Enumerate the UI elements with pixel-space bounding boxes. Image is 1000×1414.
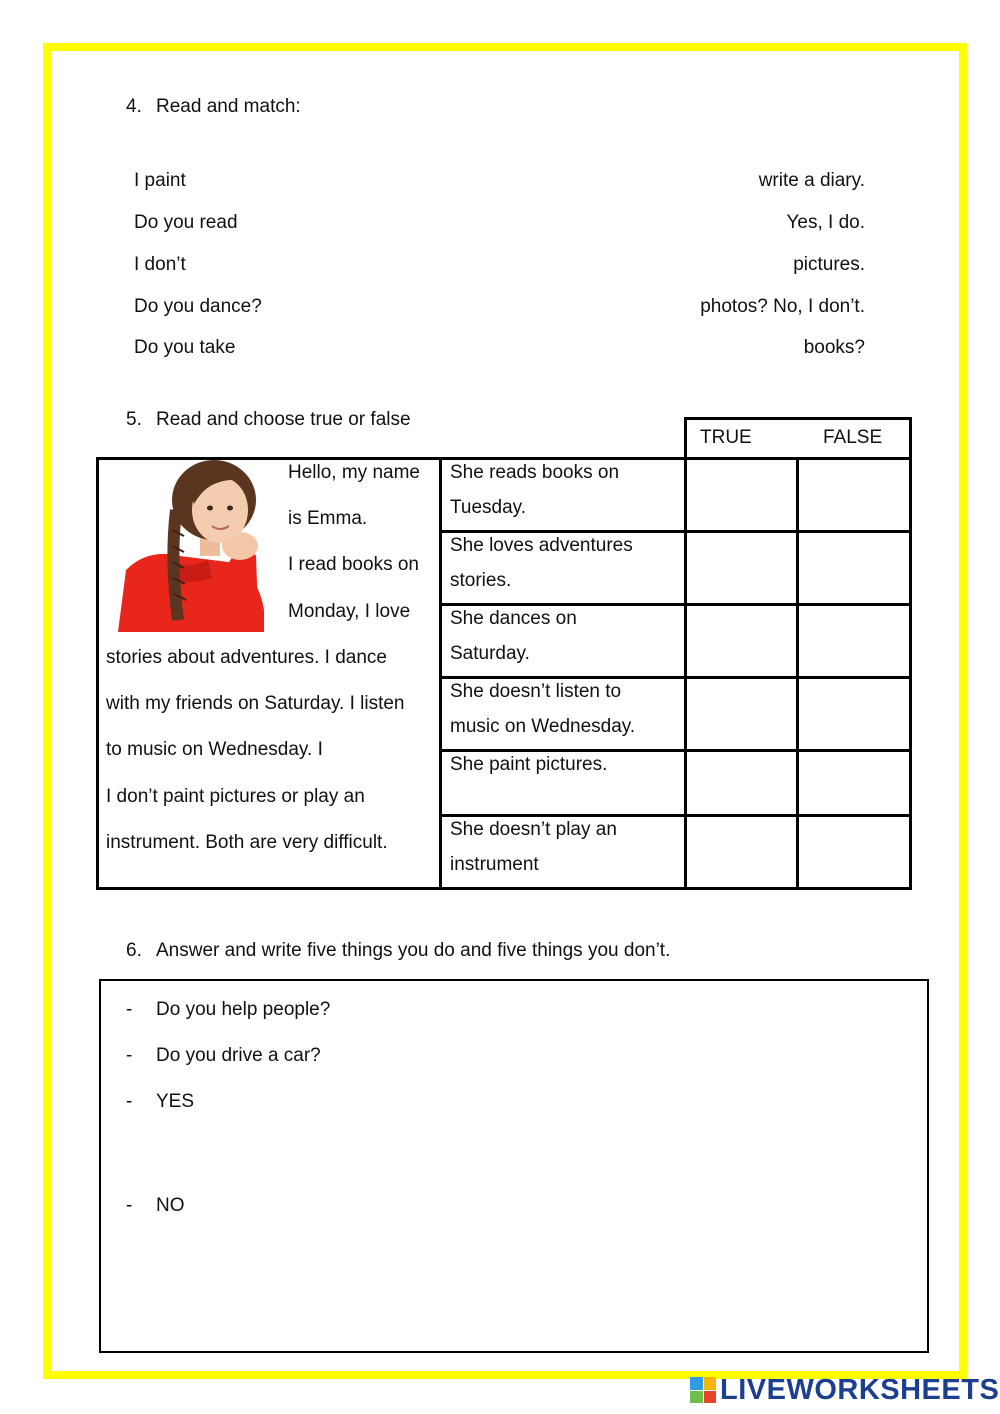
statement-line: She reads books on xyxy=(450,462,620,483)
section-5-heading xyxy=(126,409,411,431)
match-left-item[interactable]: Do you read xyxy=(134,212,238,233)
logo-grid-icon xyxy=(690,1377,716,1403)
liveworksheets-logo xyxy=(690,1372,999,1408)
match-right-item[interactable]: books? xyxy=(803,337,865,358)
passage-line: Hello, my name xyxy=(288,462,420,483)
match-left-item[interactable]: I paint xyxy=(134,170,186,191)
passage-line: Monday, I love xyxy=(288,601,411,622)
answer-box[interactable] xyxy=(99,979,929,1353)
statement-line: She dances on xyxy=(450,608,577,629)
passage-line: I read books on xyxy=(288,554,419,575)
match-left-item[interactable]: Do you take xyxy=(134,337,236,358)
statement-line: Tuesday. xyxy=(450,497,527,518)
yes-label: YES xyxy=(156,1091,195,1112)
match-right-item[interactable]: write a diary. xyxy=(758,170,865,191)
passage-line: I don’t paint pictures or play an xyxy=(106,786,365,807)
true-cell[interactable] xyxy=(687,606,796,676)
passage-line: instrument. Both are very difficult. xyxy=(106,832,388,853)
false-cell[interactable] xyxy=(799,752,909,814)
statement-line: She loves adventures xyxy=(450,535,633,556)
section-6-number: 6. xyxy=(126,940,142,961)
section-6-heading xyxy=(126,940,670,962)
section-4-number: 4. xyxy=(126,96,142,117)
false-cell[interactable] xyxy=(799,533,909,603)
logo-text: LIVEWORKSHEETS xyxy=(720,1373,1000,1406)
statement-line: stories. xyxy=(450,570,512,591)
passage-line: is Emma. xyxy=(288,508,368,529)
match-right-item[interactable]: Yes, I do. xyxy=(786,212,865,233)
false-cell[interactable] xyxy=(799,606,909,676)
match-left-item[interactable]: Do you dance? xyxy=(134,296,262,317)
true-cell[interactable] xyxy=(687,817,796,887)
question-help-people: Do you help people? xyxy=(156,999,331,1020)
section-5-number: 5. xyxy=(126,409,142,430)
bullet-dash: - xyxy=(126,1195,133,1216)
bullet-dash: - xyxy=(126,1091,133,1112)
match-right-item[interactable]: photos? No, I don’t. xyxy=(700,296,865,317)
false-cell[interactable] xyxy=(799,460,909,530)
statement-line: instrument xyxy=(450,854,539,875)
section-5-title: Read and choose true or false xyxy=(156,409,411,430)
question-drive-car: Do you drive a car? xyxy=(156,1045,321,1066)
true-cell[interactable] xyxy=(687,533,796,603)
statement-line: She doesn’t listen to xyxy=(450,681,622,702)
girl-photo xyxy=(108,460,264,632)
match-left-item[interactable]: I don’t xyxy=(134,254,186,275)
false-cell[interactable] xyxy=(799,817,909,887)
statement-line: music on Wednesday. xyxy=(450,716,636,737)
true-header: TRUE xyxy=(700,427,752,448)
bullet-dash: - xyxy=(126,1045,133,1066)
no-label: NO xyxy=(156,1195,185,1216)
section-4-heading xyxy=(126,96,301,118)
bullet-dash: - xyxy=(126,999,133,1020)
statement-line: She doesn’t play an xyxy=(450,819,617,840)
true-cell[interactable] xyxy=(687,679,796,749)
true-cell[interactable] xyxy=(687,752,796,814)
section-6-title: Answer and write five things you do and five things you don’t. xyxy=(156,940,671,961)
match-right-item[interactable]: pictures. xyxy=(793,254,865,275)
passage-line: with my friends on Saturday. I listen xyxy=(106,693,405,714)
passage-line: to music on Wednesday. I xyxy=(106,739,323,760)
false-cell[interactable] xyxy=(799,679,909,749)
false-header: FALSE xyxy=(823,427,883,448)
passage-line: stories about adventures. I dance xyxy=(106,647,387,668)
statement-line: Saturday. xyxy=(450,643,530,664)
section-4-title: Read and match: xyxy=(156,96,301,117)
statement-line: She paint pictures. xyxy=(450,754,608,775)
true-cell[interactable] xyxy=(687,460,796,530)
